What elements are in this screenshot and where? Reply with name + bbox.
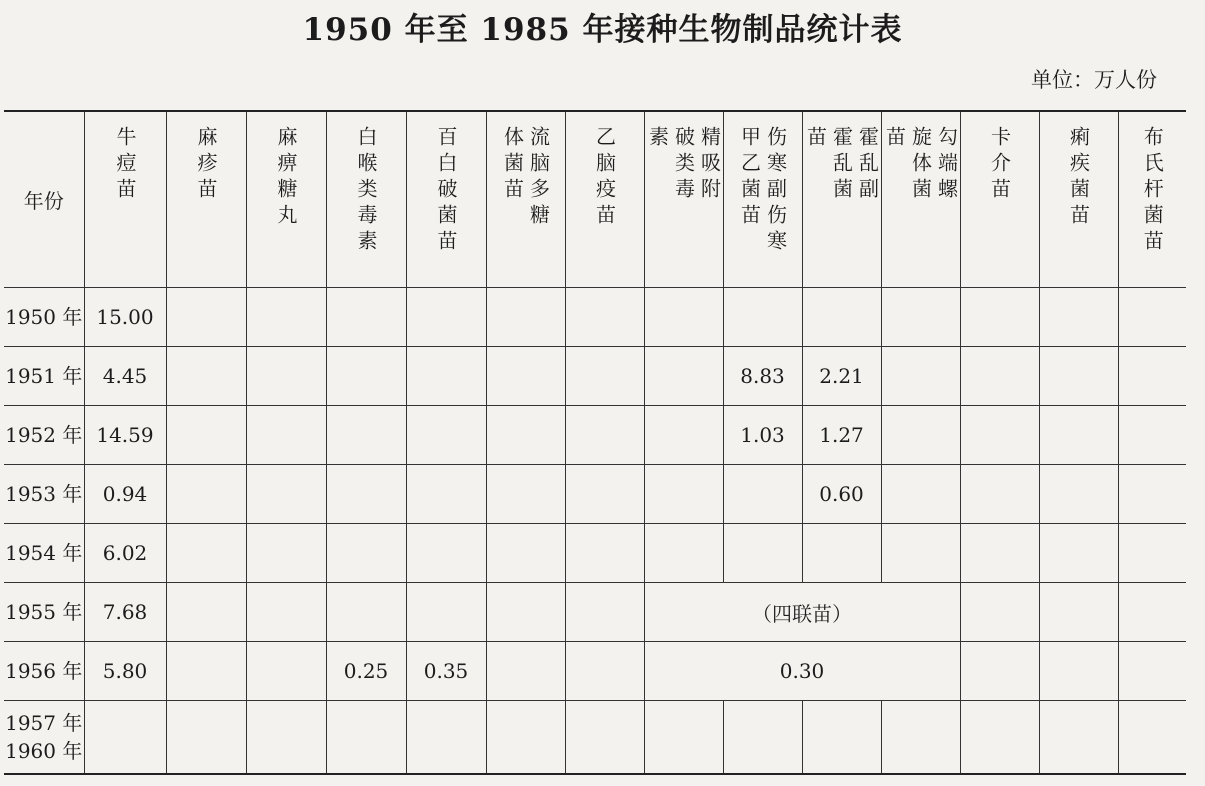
header-diphtheria-toxoid: 白喉类毒素 — [326, 111, 406, 288]
value-cell: 0.35 — [406, 642, 486, 701]
header-je-vaccine: 乙脑疫苗 — [565, 111, 644, 288]
merged-note-cell: （四联苗） — [644, 583, 960, 642]
header-cholera-vaccine: 霍乱副霍乱菌苗 — [802, 111, 881, 288]
unit-label: 单位：万人份 — [1031, 68, 1157, 92]
header-dysentery-vaccine: 痢疾菌苗 — [1039, 111, 1118, 288]
statistics-table — [4, 110, 1186, 775]
header-bcg-vaccine: 卡介苗 — [960, 111, 1039, 288]
value-cell: 5.80 — [84, 642, 166, 701]
value-cell: 1.27 — [802, 406, 881, 465]
year-cell: 1954 年 — [4, 524, 84, 583]
year-cell: 1956 年 — [4, 642, 84, 701]
value-cell: 4.45 — [84, 347, 166, 406]
header-measles-vaccine: 麻疹苗 — [166, 111, 246, 288]
value-cell: 2.21 — [802, 347, 881, 406]
year-cell: 1952 年 — [4, 406, 84, 465]
table-row — [4, 642, 1186, 701]
header-tetanus-toxoid: 精吸附破类毒素 — [644, 111, 723, 288]
value-cell: 15.00 — [84, 288, 166, 347]
year-cell: 1955 年 — [4, 583, 84, 642]
table-row — [4, 524, 1186, 583]
merged-value-cell: 0.30 — [644, 642, 960, 701]
header-brucella-vaccine: 布氏杆菌苗 — [1118, 111, 1186, 288]
year-cell: 1953 年 — [4, 465, 84, 524]
year-cell — [4, 701, 84, 775]
year-cell: 1951 年 — [4, 347, 84, 406]
value-cell: 0.60 — [802, 465, 881, 524]
table-row — [4, 288, 1186, 347]
header-meningococcal-vaccine: 流脑多糖体菌苗 — [486, 111, 565, 288]
value-cell: 0.94 — [84, 465, 166, 524]
header-year: 年份 — [4, 111, 84, 288]
value-cell: 1.03 — [723, 406, 802, 465]
header-leptospira-vaccine: 勾端螺旋体菌苗 — [881, 111, 960, 288]
value-cell: 8.83 — [723, 347, 802, 406]
header-dpt-vaccine: 百白破菌苗 — [406, 111, 486, 288]
value-cell: 14.59 — [84, 406, 166, 465]
table-row — [4, 465, 1186, 524]
year-end: 1960 年 — [5, 739, 83, 763]
value-cell: 0.25 — [326, 642, 406, 701]
table-row — [4, 406, 1186, 465]
table-row — [4, 701, 1186, 775]
year-start: 1957 年 — [5, 711, 83, 735]
table-title: 1950 年至 1985 年接种生物制品统计表 — [302, 12, 903, 48]
header-polio-sugar-pill: 麻痹糖丸 — [246, 111, 326, 288]
value-cell: 6.02 — [84, 524, 166, 583]
year-cell: 1950 年 — [4, 288, 84, 347]
value-cell: 7.68 — [84, 583, 166, 642]
header-smallpox-vaccine: 牛痘苗 — [84, 111, 166, 288]
header-row — [4, 111, 1186, 288]
header-typhoid-vaccine: 伤寒副伤寒甲乙菌苗 — [723, 111, 802, 288]
table-row — [4, 583, 1186, 642]
table-row — [4, 347, 1186, 406]
